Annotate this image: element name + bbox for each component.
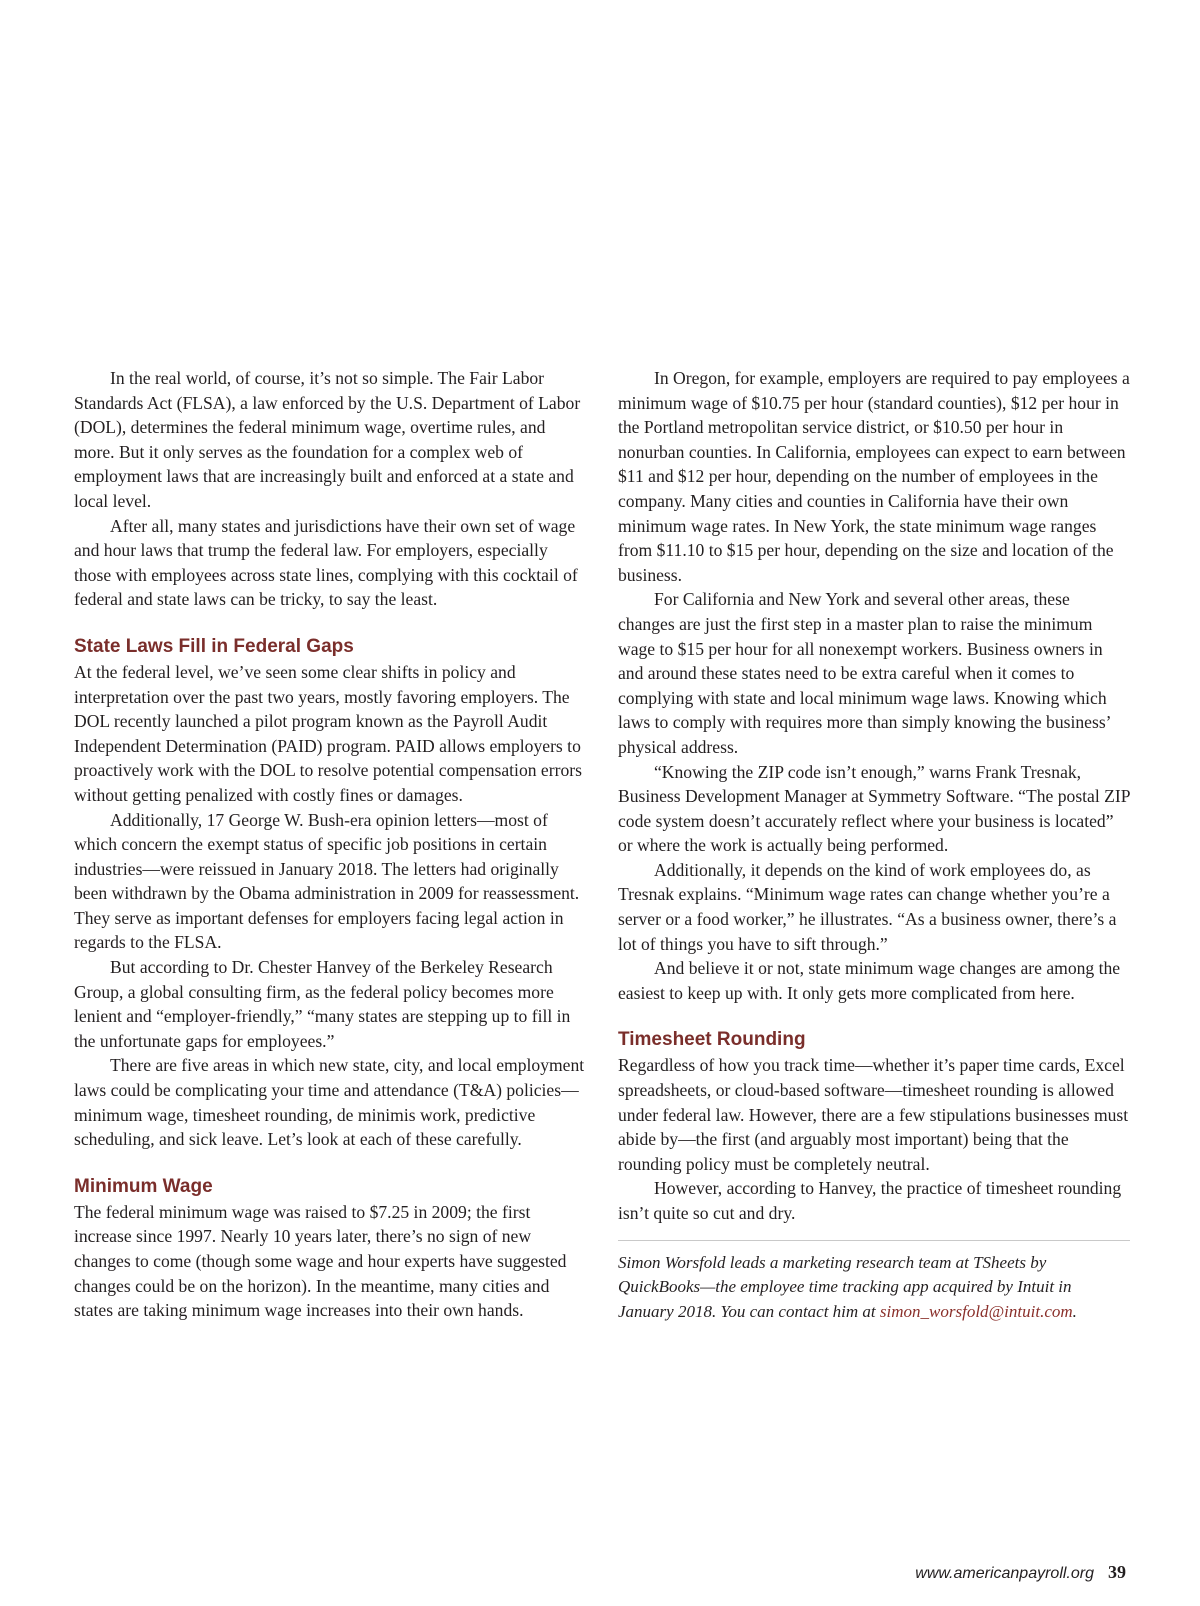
- intro-paragraph-2: After all, many states and jurisdictions have their own set of wage and hour laws that trump the federal law. For employers, especially those with employees across state lines, complying with this cocktail of federal and state laws can be tricky, to say the least.: [74, 515, 578, 610]
- minimum-wage-paragraph-2: In Oregon, for example, employers are required to pay employees a minimum wage of $10.75 per hour (standard counties), $12 per hour in the Portland metropolitan service district, or $10.50 per hour in nonurban counties. In California, employees can expect to earn between $11 and $12 per hour, depending on the number of employees in the company. Many cities and counties in California have their own minimum wage rates. In New York, the state minimum wage ranges from $11.10 to $15 per hour, depending on the size and location of the business.: [618, 368, 1130, 585]
- right-column: [618, 366, 1130, 1324]
- state-laws-paragraph-4: There are five areas in which new state, city, and local employment laws could be complicating your time and attendance (T&A) policies—minimum wage, timesheet rounding, de minimis work, predictive scheduling, and sick leave. Let’s look at each of these carefully.: [74, 1055, 585, 1150]
- state-laws-paragraph-3: But according to Dr. Chester Hanvey of the Berkeley Research Group, a global consulting firm, as the federal policy becomes more lenient and “employer-friendly,” “many states are stepping up to fill in the unfortunate gaps for employees.”: [74, 957, 571, 1051]
- timesheet-paragraph-1: Regardless of how you track time—whether it’s paper time cards, Excel spreadsheets, or cloud-based software—timesheet rounding is allowed under federal law. However, there are a few stipulations businesses must abide by—the first (and arguably most important) being that the rounding policy must be completely neutral.: [618, 1055, 1129, 1174]
- left-column: [74, 366, 586, 1323]
- minimum-wage-paragraph-3: For California and New York and several other areas, these changes are just the first step in a master plan to raise the minimum wage to $15 per hour for all nonexempt workers. Business owners in and around these states need to be extra careful when it comes to complying with state and local minimum wage laws. Knowing which laws to comply with requires more than simply knowing the business’ physical address.: [618, 589, 1111, 757]
- page-number: 39: [1108, 1562, 1126, 1582]
- section-heading-state-laws: State Laws Fill in Federal Gaps: [74, 635, 354, 657]
- footer-url[interactable]: www.americanpayroll.org: [915, 1565, 1094, 1582]
- state-laws-paragraph-2: Additionally, 17 George W. Bush-era opinion letters—most of which concern the exempt status of specific job positions in certain industries—were reissued in January 2018. The letters had originally been withdrawn by the Obama administration in 2009 for reassessment. They serve as important defenses for employers facing legal action in regards to the FLSA.: [74, 809, 580, 953]
- author-bio-text: Simon Worsfold leads a marketing research team at TSheets by QuickBooks—the employee time tracking app acquired by Intuit in January 2018. You can contact him at: [618, 1252, 1072, 1321]
- bio-divider: [618, 1240, 1130, 1241]
- section-heading-minimum-wage: Minimum Wage: [74, 1175, 213, 1197]
- intro-paragraph-1: In the real world, of course, it’s not so simple. The Fair Labor Standards Act (FLSA), a law enforced by the U.S. Department of Labor (DOL), determines the federal minimum wage, overtime rules, and more. But it only serves as the foundation for a complex web of employment laws that are increasingly built and enforced at a state and local level.: [74, 368, 581, 511]
- section-heading-timesheet-rounding: Timesheet Rounding: [618, 1029, 806, 1051]
- minimum-wage-paragraph-5: Additionally, it depends on the kind of work employees do, as Tresnak explains. “Minimum wage rates can change whether you’re a server or a food worker,” he illustrates. “As a business owner, there’s a lot of things you have to sift through.”: [618, 859, 1117, 954]
- author-email-link[interactable]: simon_worsfold@intuit.com: [879, 1301, 1073, 1321]
- author-bio: [618, 1251, 1130, 1325]
- timesheet-paragraph-2: However, according to Hanvey, the practice of timesheet rounding isn’t quite so cut and dry.: [618, 1178, 1122, 1223]
- minimum-wage-paragraph-4: “Knowing the ZIP code isn’t enough,” warns Frank Tresnak, Business Development Manager at Symmetry Software. “The postal ZIP code system doesn’t accurately reflect where your business is located” or where the work is actually being performed.: [618, 761, 1130, 856]
- state-laws-paragraph-1: At the federal level, we’ve seen some clear shifts in policy and interpretation over the past two years, mostly favoring employers. The DOL recently launched a pilot program known as the Payroll Audit Independent Determination (PAID) program. PAID allows employers to proactively work with the DOL to resolve potential compensation errors without getting penalized with costly fines or damages.: [74, 661, 582, 805]
- page-footer: [915, 1562, 1126, 1583]
- author-bio-end: .: [1072, 1301, 1077, 1321]
- minimum-wage-paragraph-6: And believe it or not, state minimum wage changes are among the easiest to keep up with. It only gets more complicated from here.: [618, 958, 1121, 1003]
- minimum-wage-paragraph-1: The federal minimum wage was raised to $7.25 in 2009; the first increase since 1997. Nearly 10 years later, there’s no sign of new changes to come (though some wage and hour experts have suggested changes could be on the horizon). In the meantime, many cities and states are taking minimum wage increases into their own hands.: [74, 1201, 567, 1321]
